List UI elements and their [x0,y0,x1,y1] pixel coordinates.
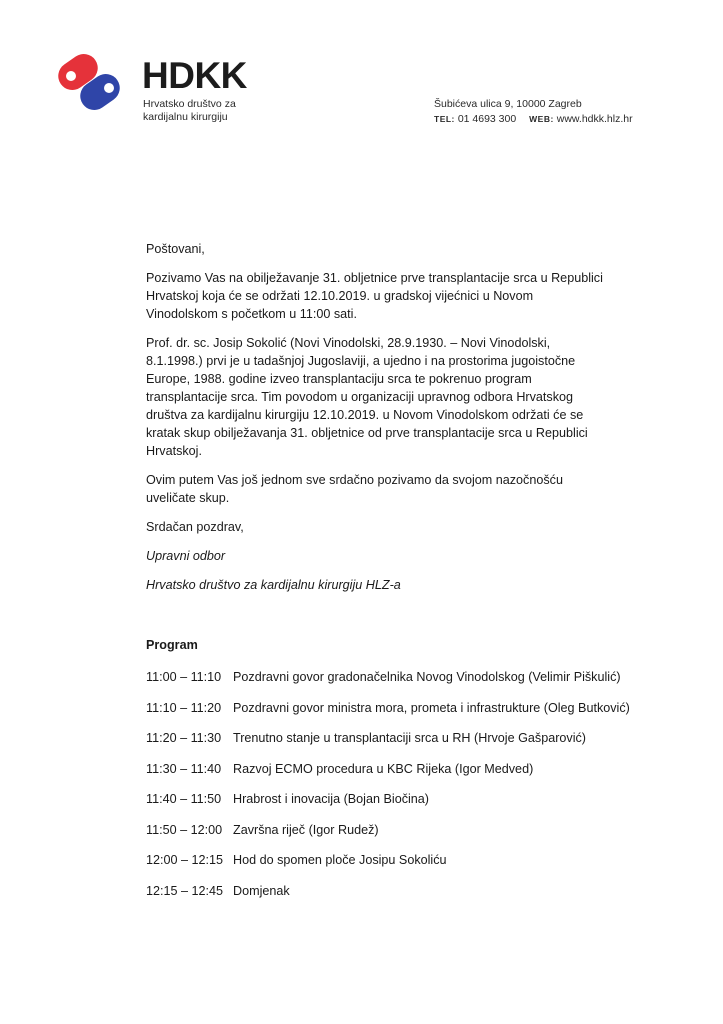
web-label: WEB: [529,114,554,124]
schedule-time: 11:40 – 11:50 [146,792,222,806]
schedule-row [146,699,630,730]
address: Šubićeva ulica 9, 10000 Zagreb [434,98,582,110]
brand-subtitle-line1: Hrvatsko društvo za [143,98,236,110]
schedule-desc: Pozdravni govor gradonačelnika Novog Vinodolskog (Velimir Piškulić) [233,670,621,684]
web-link[interactable]: www.hdkk.hlz.hr [556,113,633,125]
program-heading: Program [146,638,198,652]
tel-label: TEL: [434,114,455,124]
schedule-row [146,851,630,882]
tel-value: 01 4693 300 [457,113,517,125]
brand-subtitle-line2: kardijalnu kirurgiju [143,111,228,123]
schedule-row [146,668,630,699]
closing: Srdačan pozdrav, [146,520,244,534]
schedule-time: 11:10 – 11:20 [146,700,222,715]
schedule-time: 11:20 – 11:30 [146,731,222,745]
paragraph-invitation: Pozivamo Vas na obilježavanje 31. obljetnice prve transplantacije srca u Republici Hrvatskoj koja će se održati 12.10.2019. u gradskoj vijećnici u Novom Vinodolskom s početkom u 11:00 sati. [146,271,603,321]
schedule-desc: Hrabrost i inovacija (Bojan Biočina) [233,792,429,806]
schedule-time: 11:30 – 11:40 [146,761,222,776]
schedule-row [146,821,630,852]
paragraph-closing-invite: Ovim putem Vas još jednom sve srdačno pozivamo da svojom nazočnošću uveličate skup. [146,473,563,505]
signature-society: Hrvatsko društvo za kardijalnu kirurgiju HLZ-a [146,578,401,592]
schedule-time: 11:00 – 11:10 [146,670,222,684]
schedule-row [146,760,630,791]
schedule-time: 11:50 – 12:00 [146,822,223,837]
schedule-desc: Hod do spomen ploče Josipu Sokoliću [233,853,447,867]
salutation: Poštovani, [146,242,205,256]
schedule-row [146,882,630,913]
schedule-desc: Domjenak [233,883,290,898]
paragraph-history: Prof. dr. sc. Josip Sokolić (Novi Vinodolski, 28.9.1930. – Novi Vinodolski, 8.1.1998.) prvi je u tadašnjoj Jugoslaviji, a ujedno i na prostorima jugoistočne Europe, 1988. godine izveo transplantaciju srca te pokrenuo program transplantacije srca. Tim povodom u organizaciji upravnog odbora Hrvatskog društva za kardijalnu kirurgiju 12.10.2019. u Novom Vinodolskom održati će se kratak skup obilježavanja 31. obljetnice od prve transplantacije srca u Republici Hrvatskoj. [146,336,588,458]
hdkk-logo-icon [55,50,125,114]
schedule-desc: Pozdravni govor ministra mora, prometa i infrastrukture (Oleg Butković) [233,700,630,715]
schedule-time: 12:15 – 12:45 [146,883,224,898]
brand-subtitle [143,98,236,124]
brand-name: HDKK [142,55,247,96]
contact-block [434,97,633,127]
contact-line [434,112,633,127]
schedule-desc: Trenutno stanje u transplantaciji srca u RH (Hrvoje Gašparović) [233,731,586,745]
letter-body [146,240,606,605]
schedule-desc: Završna riječ (Igor Rudež) [233,822,379,837]
schedule-desc: Razvoj ECMO procedura u KBC Rijeka (Igor Medved) [233,761,534,776]
schedule-row [146,790,630,821]
schedule-row [146,729,630,760]
schedule-time: 12:00 – 12:15 [146,853,224,867]
program-schedule [146,668,630,912]
signature-board: Upravni odbor [146,549,226,563]
